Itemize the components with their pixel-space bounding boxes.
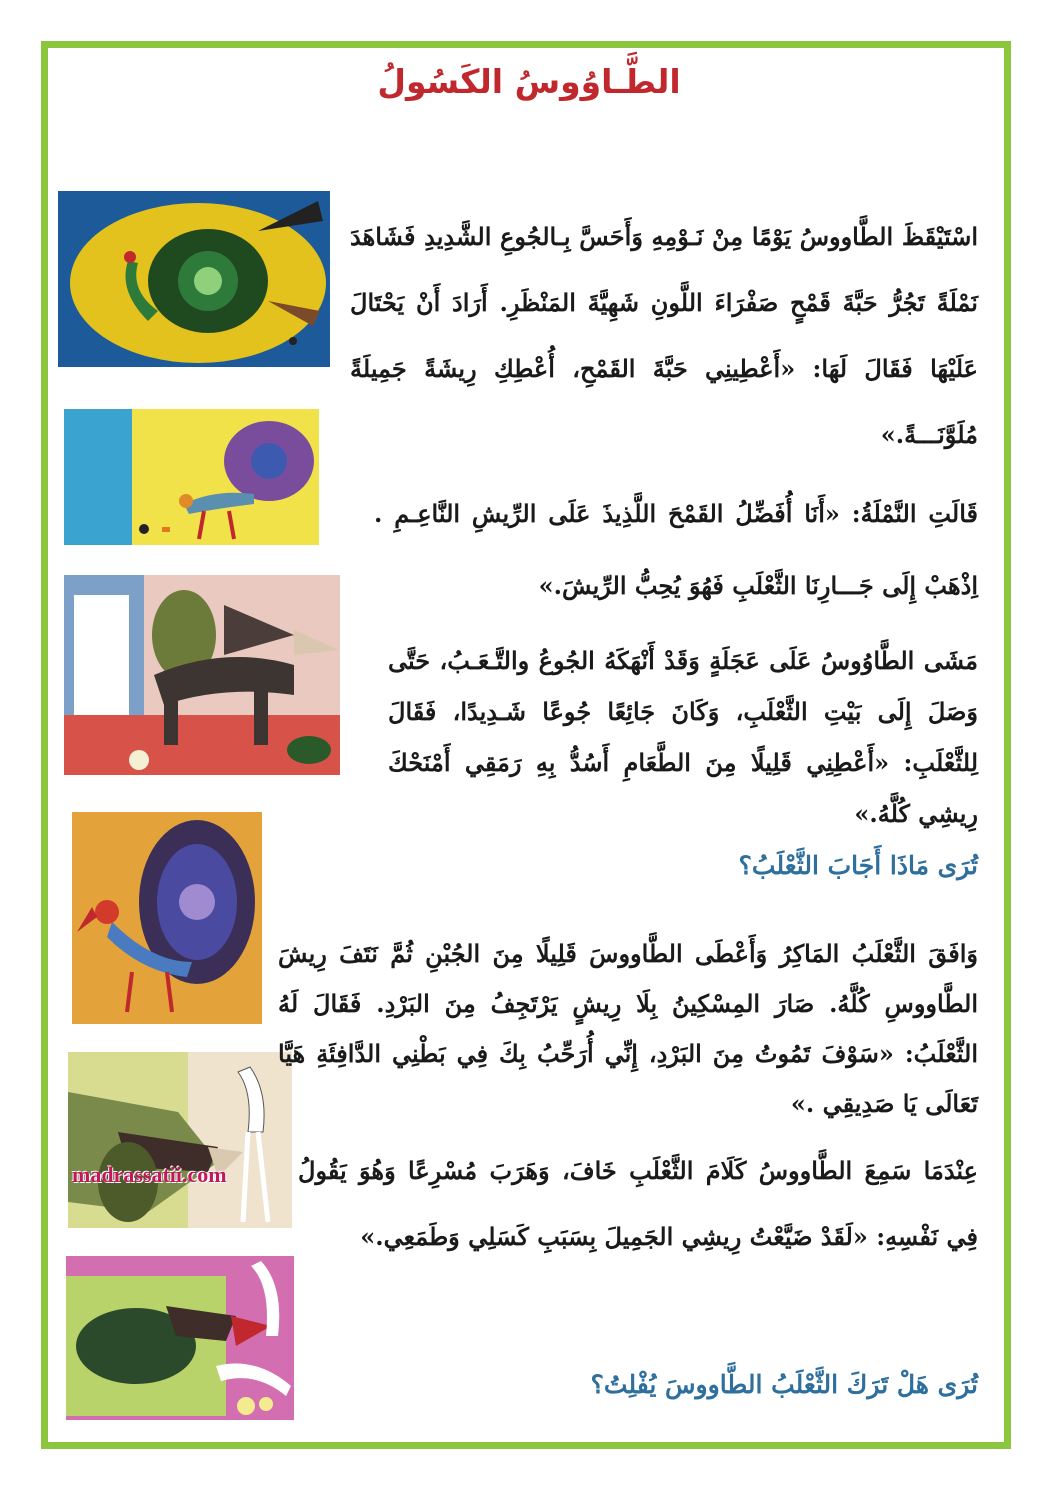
paragraph-4-text: وَافَقَ الثَّعْلَبُ المَاكِرُ وَأَعْطَى الطَّاووسَ قَلِيلًا مِنَ الجُبْنِ ثُمَّ نَتَفَ رِيشَ الطَّاووسِ كُلَّهُ. صَارَ المِسْكِينُ بِلَا رِيشٍ يَرْتَجِفُ مِنَ البَرْدِ. فَقَالَ لَهُ الثَّعْلَبُ: «سَوْفَ تَمُوتُ مِنَ البَرْدِ، إِنِّي أُرَحِّبُ بِكَ فِي بَطْنِي الدَّافِئَةِ هَيَّا تَعَالَى يَا صَدِيقِي .» (278, 939, 978, 1118)
paragraph-2-text: قَالَتِ النَّمْلَةُ: «أَنَا أُفَضِّلُ القَمْحَ اللَّذِيذَ عَلَى الرِّيشِ النَّاعِـمِ . اِذْهَبْ إِلَى جَـــارِنَا الثَّعْلَبِ فَهُوَ يُحِبُّ الرِّيشَ.» (374, 499, 978, 600)
paragraph-1 (350, 204, 978, 468)
paragraph-3 (388, 635, 978, 839)
illustration-fox-house (64, 575, 340, 775)
illustration-fox-plucked-peacock (68, 1052, 292, 1228)
illustration-peacock-orange (72, 812, 262, 1024)
watermark: madrassatii.com (72, 1162, 227, 1187)
paragraph-4 (278, 929, 978, 1129)
question-1: تُرَى مَاذَا أَجَابَ الثَّعْلَبُ؟ (738, 851, 978, 880)
illustration-peacock-ant (58, 191, 330, 367)
story-title: الطَّـاوُوسُ الكَسُولُ (377, 62, 681, 101)
paragraph-5-text: عِنْدَمَا سَمِعَ الطَّاووسُ كَلَامَ الثَّعْلَبِ خَافَ، وَهَرَبَ مُسْرِعًا وَهُوَ يَقُولُ فِي نَفْسِهِ: «لَقَدْ ضَيَّعْتُ رِيشِي الجَمِيلَ بِسَبَبِ كَسَلِي وَطَمَعِي.» (298, 1156, 978, 1251)
illustration-fox-peacock-pink (66, 1256, 294, 1420)
paragraph-5 (298, 1138, 978, 1270)
question-2: تُرَى هَلْ تَرَكَ الثَّعْلَبُ الطَّاووسَ يُفْلِتُ؟ (590, 1370, 978, 1399)
paragraph-2 (374, 478, 978, 622)
paragraph-1-text: اسْتَيْقَظَ الطَّاووسُ يَوْمًا مِنْ نَـوْمِهِ وَأَحَسَّ بِـالجُوعِ الشَّدِيدِ فَشَاهَدَ نَمْلَةً تَجُرُّ حَبَّةَ قَمْحٍ صَفْرَاءَ اللَّونِ شَهِيَّةَ المَنْظَرِ. أَرَادَ أَنْ يَحْتَالَ عَلَيْهَا فَقَالَ لَهَا: «أَعْطِينِي حَبَّةَ القَمْحِ، أُعْطِكِ رِيشَةً جَمِيلَةً مُلَوَّنَـــةً.» (350, 222, 978, 449)
paragraph-3-text: مَشَى الطَّاوُوسُ عَلَى عَجَلَةٍ وَقَدْ أَنْهَكَهُ الجُوعُ والتَّـعَـبُ، حَتَّى وَصَلَ إِلَى بَيْتِ الثَّعْلَبِ، وَكَانَ جَائِعًا جُوعًا شَـدِيدًا، فَقَالَ لِلثَّعْلَبِ: «أَعْطِنِي قَلِيلًا مِنَ الطَّعَامِ أَسُدُّ بِهِ رَمَقِي أَمْنَحْكَ رِيشِي كُلَّهُ.» (388, 646, 978, 828)
illustration-peacock-yellow (64, 409, 319, 545)
